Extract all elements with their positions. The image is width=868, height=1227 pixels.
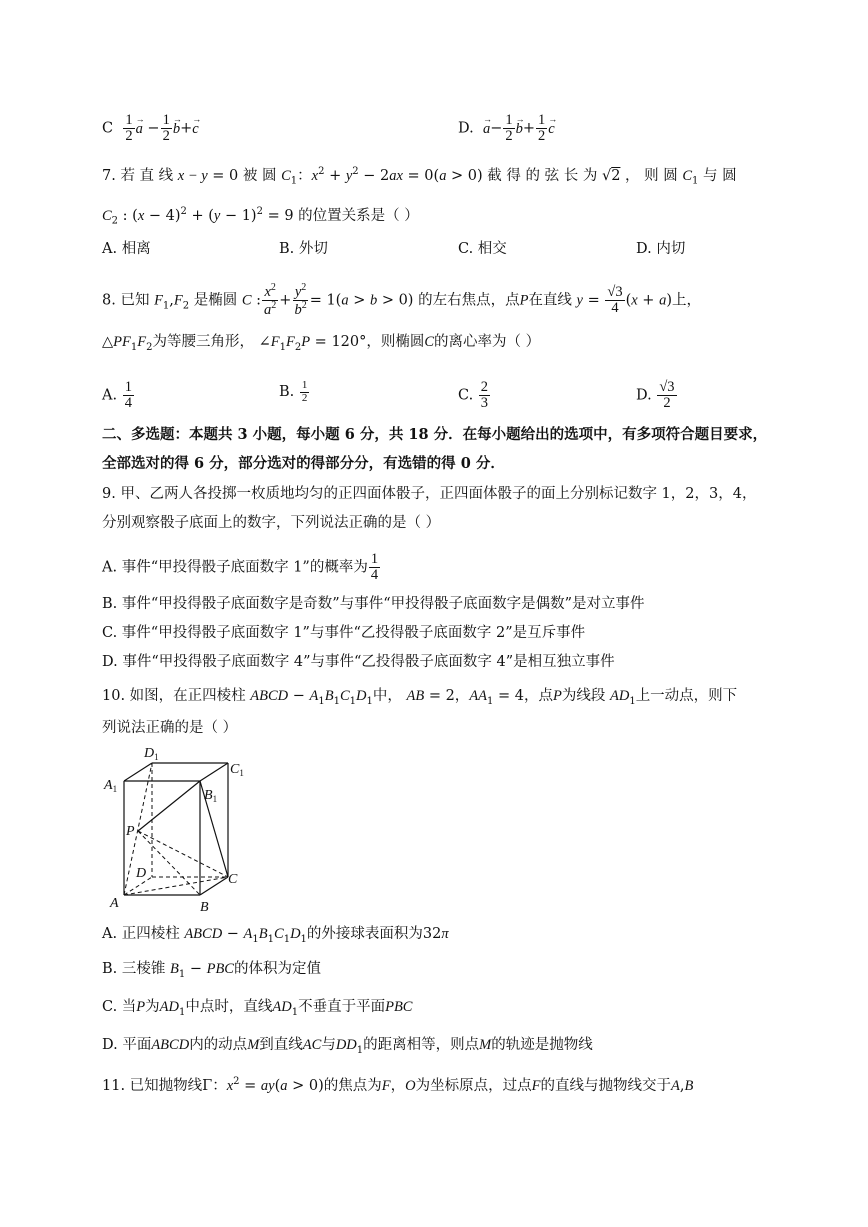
edge-A1D1 <box>124 763 152 781</box>
q9-stem-line2: 分别观察骰子底面上的数字，下列说法正确的是（ ） <box>102 515 441 531</box>
q6-option-d: D. → a− $\frac{1}{2}$ → b+ $\frac{1}{2}$ → c <box>458 113 555 144</box>
q8-text: 为等腰三角形， <box>152 334 254 350</box>
q10-text: B. 三棱锥 <box>102 961 166 977</box>
q11-text: 为坐标原点，过点 <box>415 1077 532 1094</box>
q8-text: 8. 已知 <box>102 292 150 309</box>
label-A1: $A_1$ <box>104 778 118 794</box>
q10-text: 不垂直于平面 <box>298 999 386 1015</box>
q10-option-c: C. 当P为$AD_1$中点时，直线$AD_1$不垂直于平面PBC <box>102 999 413 1018</box>
label-C: C <box>228 872 238 887</box>
q10-text: 中， <box>372 688 402 704</box>
q7-text: 的位置关系是（ ） <box>298 207 419 224</box>
q10-text: 中点时，直线 <box>185 999 273 1015</box>
edge-PB1 <box>138 781 200 831</box>
q10-text: 为线段 <box>561 688 606 704</box>
label-B: B <box>200 900 209 915</box>
q7-option-d: D. 内切 <box>636 241 686 257</box>
q9-stem-line1: 9. 甲、乙两人各投掷一枚质地均匀的正四面体骰子，正四面体骰子的面上分别标记数字 1，2，3，4， <box>102 486 757 502</box>
q10-option-a: A. 正四棱柱 ABCD − $A_1B_1C_1D_1$的外接球表面积为32π <box>102 926 449 945</box>
q8-text: 的离心率为（ ） <box>434 334 541 350</box>
q10-text: 上一动点，则下 <box>635 688 738 704</box>
label-D: D <box>136 866 147 881</box>
q10-text: ，点 <box>524 688 553 704</box>
q7-text: 7. 若 直 线 <box>102 167 174 184</box>
edge-PB <box>138 831 200 895</box>
q10-text: 的轨迹是抛物线 <box>491 1037 593 1053</box>
q7-stem-line1: 7. 若 直 线 x − y = 0 被 圆 $C_1$：$x^2 + y^2 - 2ax = 0(a > 0)$ 截 得 的 弦 长 为 √2 ， 则 圆 $C_1$ 与 圆 <box>102 166 737 187</box>
q8-text: ，则椭圆 <box>366 334 425 350</box>
q8-option-d: D. $\frac{√3}{2}$ <box>636 379 675 412</box>
q8-text: 是椭圆 <box>193 292 238 309</box>
q7-stem-line2: $C_2$ : $(x - 4)^2 + (y - 1)^2 = 9$ 的位置关系是（ ） <box>102 206 419 227</box>
prism-figure <box>100 743 260 915</box>
q7-option-c: C. 相交 <box>458 241 507 257</box>
q10-text: 的距离相等，则点 <box>363 1037 480 1053</box>
q10-text: 的外接球表面积为 <box>306 926 423 942</box>
q8-text: 的左右焦点，点 <box>418 292 520 309</box>
q10-stem-line2: 列说法正确的是（ ） <box>102 720 238 736</box>
q9-option-b: B. 事件“甲投得骰子底面数字是奇数”与事件“甲投得骰子底面数字是偶数”是对立事件 <box>102 596 645 612</box>
q10-option-b: B. 三棱锥 $B_1$ − PBC的体积为定值 <box>102 961 321 980</box>
q8-text: 在直线 <box>528 292 572 309</box>
q9-option-c: C. 事件“甲投得骰子底面数字 1”与事件“乙投得骰子底面数字 2”是互斥事件 <box>102 625 586 641</box>
q10-text: 到直线 <box>259 1037 303 1053</box>
q8-option-b: B. $\frac{1}{2}$ <box>279 379 308 404</box>
section-heading-line2: 全部选对的得 6 分，部分选对的得部分分，有选错的得 0 分． <box>102 455 505 472</box>
option-letter: B. <box>279 384 295 401</box>
q10-text: A. 正四棱柱 <box>102 926 180 942</box>
q10-text: C. 当 <box>102 999 137 1015</box>
section-heading-line1: 二、多选题：本题共 3 小题，每小题 6 分，共 18 分．在每小题给出的选项中，有多项符合题目要求， <box>102 426 768 443</box>
q7-text: 截 得 的 弦 长 为 <box>487 167 598 184</box>
q11-stem-line1: 11. 已知抛物线Γ：$x^2 = ay(a > 0)$的焦点为F，O为坐标原点，过点F的直线与抛物线交于A,B <box>102 1076 694 1094</box>
q10-text: 内的动点 <box>189 1037 248 1053</box>
q8-option-a: A. $\frac{1}{4}$ <box>102 379 132 412</box>
q7-text: ， 则 圆 <box>625 167 678 184</box>
q8-stem-line2: $\triangle PF_1F_2$为等腰三角形， $\angle F_1F_2P = 120^\circ$，则椭圆C的离心率为（ ） <box>102 334 541 353</box>
q8-stem-line1: 8. 已知 $F_1,F_2$ 是椭圆 C : $\frac{x^2}{a^2}$ + $\frac{y^2}{b^2}$ = 1(a > b > 0) 的左右焦点，点P在直线 y = $\frac{√3}{4}$ (x + a)上， <box>102 282 701 318</box>
label-C1: $C_1$ <box>230 762 244 778</box>
q9-option-a: A. 事件“甲投得骰子底面数字 1”的概率为 $\frac{1}{4}$ <box>102 551 379 584</box>
option-letter: D. <box>458 120 474 137</box>
label-B1: $B_1$ <box>204 788 218 804</box>
q11-text: 的焦点为 <box>323 1077 382 1094</box>
q8-option-c: C. $\frac{2}{3}$ <box>458 379 489 412</box>
q9-option-d: D. 事件“甲投得骰子底面数字 4”与事件“乙投得骰子底面数字 4”是相互独立事件 <box>102 654 615 670</box>
q10-text: D. 平面 <box>102 1037 152 1053</box>
q7-option-b: B. 外切 <box>279 241 328 257</box>
q11-text: 11. 已知抛物线 <box>102 1077 203 1094</box>
q10-text: 的体积为定值 <box>233 961 321 977</box>
q11-text: ， <box>390 1077 406 1094</box>
q10-text: 为 <box>145 999 160 1015</box>
q10-option-d: D. 平面ABCD内的动点M到直线AC与$DD_1$的距离相等，则点M的轨迹是抛物线 <box>102 1037 593 1056</box>
q9-option-a-text: A. 事件“甲投得骰子底面数字 1”的概率为 <box>102 559 368 576</box>
label-D1: $D_1$ <box>144 746 159 762</box>
q6-option-c: C $\frac{1}{2}$ → a − $\frac{1}{2}$ → b+→ c <box>102 113 199 144</box>
label-P: P <box>126 824 135 839</box>
option-letter: D. <box>636 387 652 404</box>
label-A: A <box>110 896 119 911</box>
q7-option-a: A. 相离 <box>102 241 151 257</box>
option-letter: A. <box>102 387 118 404</box>
q10-stem-line1: 10. 如图，在正四棱柱 ABCD − $A_1B_1C_1D_1$中， AB = 2，$AA_1 = 4$，点P为线段 $AD_1$上一动点，则下 <box>102 688 738 707</box>
q7-text: 被 圆 <box>242 167 277 184</box>
q8-text: 上， <box>671 292 701 309</box>
q11-text: 的直线与抛物线交于 <box>540 1077 671 1094</box>
q7-text: 与 圆 <box>703 167 737 184</box>
option-letter: C. <box>458 387 474 404</box>
edge-B1C1 <box>200 763 228 781</box>
option-letter: C <box>102 120 114 137</box>
q10-text: 10. 如图，在正四棱柱 <box>102 688 246 704</box>
q10-text: 与 <box>321 1037 336 1053</box>
